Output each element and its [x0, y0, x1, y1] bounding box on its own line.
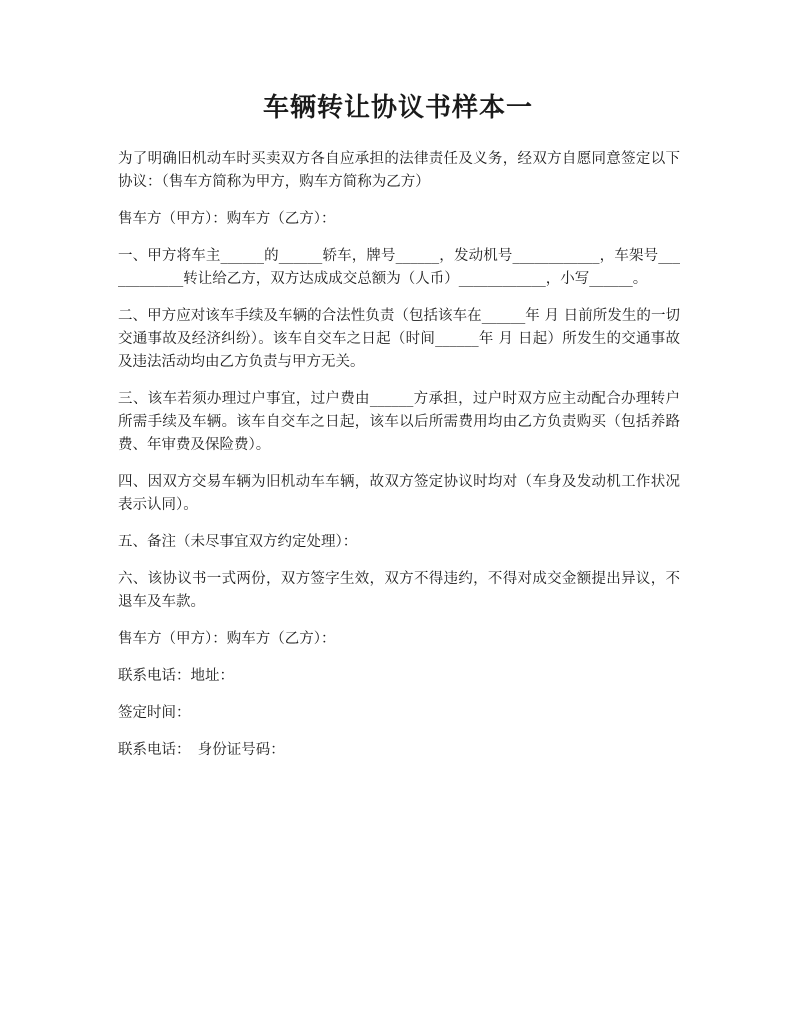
document-body [118, 148, 680, 776]
paragraph-sign-date: 签定时间： [118, 705, 191, 721]
paragraph-signature-parties: 售车方（甲方）：购车方（乙方）： [118, 631, 336, 647]
paragraph-clause-4: 四、因双方交易车辆为旧机动车车辆，故双方签定协议时均对（车身及发动机工作状况表示认同）。 [118, 474, 680, 513]
paragraph-clause-1: 一、甲方将车主______的______轿车，牌号______，发动机号____________，车架号____________转让给乙方，双方达成成交总额为（人币）____________，小写______。 [118, 248, 680, 287]
paragraph-contact-id: 联系电话： 身份证号码： [118, 742, 285, 758]
paragraph-clause-6: 六、该协议书一式两份，双方签字生效，双方不得违约，不得对成交金额提出异议，不退车及车款。 [118, 571, 680, 610]
paragraph-clause-3: 三、该车若须办理过户事宜，过户费由______方承担，过户时双方应主动配合办理转户所需手续及车辆。该车自交车之日起，该车以后所需费用均由乙方负责购买（包括养路费、年审费及保险费）。 [118, 391, 680, 453]
paragraph-parties: 售车方（甲方）：购车方（乙方）： [118, 211, 336, 227]
paragraph-contact-address: 联系电话：地址： [118, 668, 234, 684]
paragraph-intro: 为了明确旧机动车时买卖双方各自应承担的法律责任及义务，经双方自愿同意签定以下协议：（售车方简称为甲方，购车方简称为乙方） [118, 151, 680, 190]
paragraph-clause-5: 五、备注（未尽事宜双方约定处理）： [118, 534, 358, 550]
document-title: 车辆转让协议书样本一 [262, 93, 533, 123]
paragraph-clause-2: 二、甲方应对该车手续及车辆的合法性负责（包括该车在______年 月 日前所发生的一切交通事故及经济纠纷）。该车自交车之日起（时间______年 月 日起）所发生的交通事故及违法活动均由乙方负责与甲方无关。 [118, 308, 680, 370]
